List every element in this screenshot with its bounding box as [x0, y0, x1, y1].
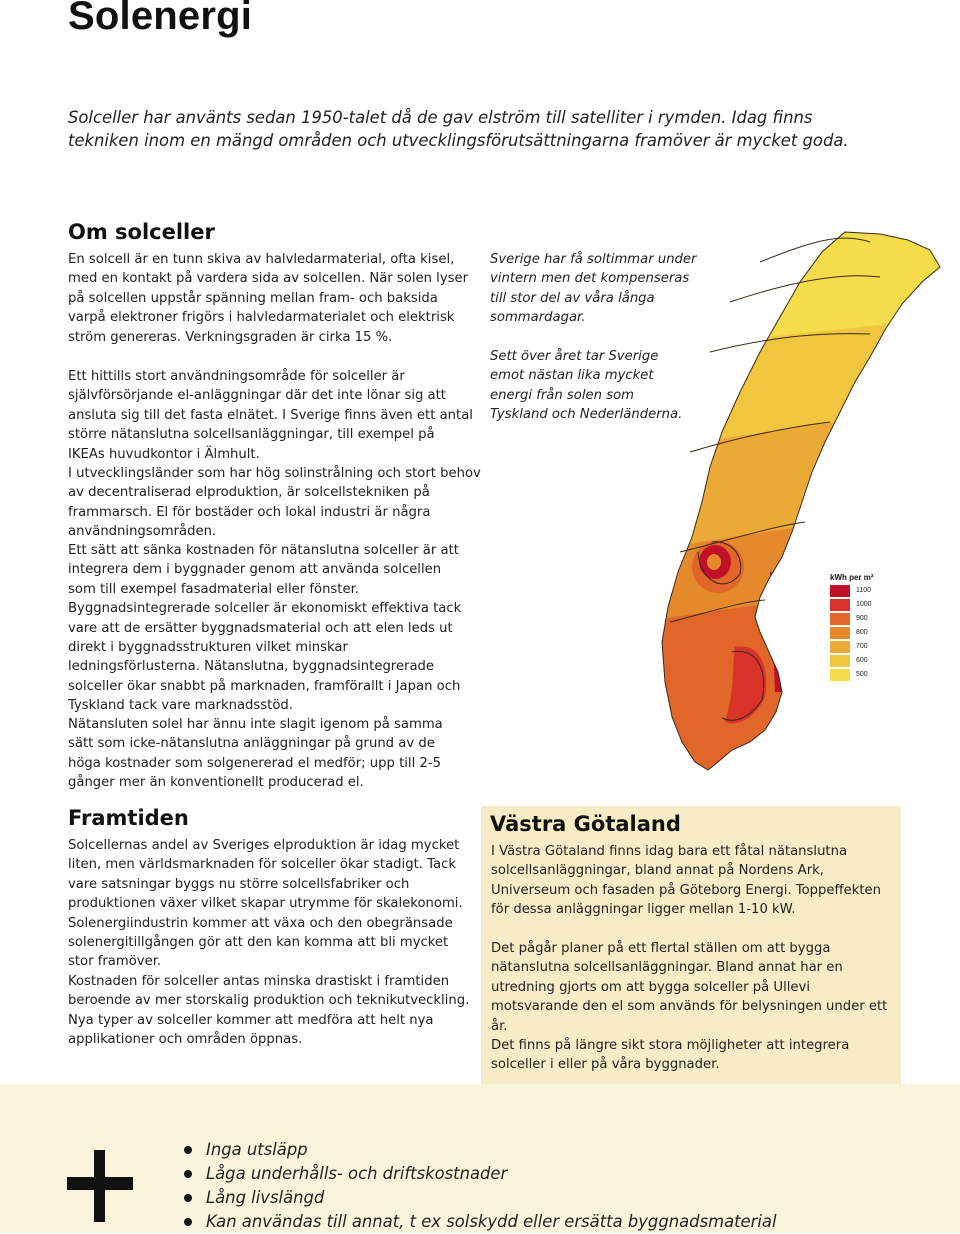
legend-label: 700	[856, 643, 868, 650]
om-paragraph-5: Nätansluten solel har ännu inte slagit igenom på samma sätt som icke-nätanslutna anläggningar på grund av de höga kostnader som solgenererad el medför; upp till 2-5 gånger mer än konventionellt producerad el.	[68, 717, 443, 791]
legend-swatch	[830, 641, 850, 653]
list-item: Lång livslängd	[184, 1186, 777, 1210]
om-solceller-heading: Om solceller	[68, 220, 215, 244]
legend-entry	[830, 599, 920, 611]
legend-entry	[830, 585, 920, 597]
vastra-paragraph-2: Det pågår planer på ett flertal ställen om att bygga nätanslutna solcellsanläggningar. Bland annat har en utredning gjorts om att bygga solceller på Ullevi motsvarande den el som används för belysningen under ett år.	[491, 941, 888, 1034]
map-caption-2: Sett över året tar Sverige emot nästan lika mycket energi från solen som Tyskland och Nederländerna.	[490, 349, 683, 423]
map-legend-title: kWh per m²	[830, 573, 874, 582]
legend-swatch	[830, 599, 850, 611]
legend-swatch	[830, 627, 850, 639]
legend-entry	[830, 669, 920, 681]
legend-label: 900	[856, 615, 868, 622]
list-item: Låga underhålls- och driftskostnader	[184, 1162, 777, 1186]
vastra-gotaland-heading: Västra Götaland	[490, 812, 681, 836]
om-paragraph-4: Ett sätt att sänka kostnaden för nätanslutna solceller är att integrera dem i byggnader genom att använda solcellen som till exempel fasadmaterial eller fönster. Byggnadsintegrerade solceller är ekonomiskt effektiva tack vare att de ersätter byggnadsmaterial och att elen leds ut direkt i byggnadsstrukturen vilket minskar ledningsförlusterna. Nätanslutna, byggnadsintegrerade solceller ökar snabbt på marknaden, framförallt i Japan och Tyskland tack vare marknadsstöd.	[68, 543, 462, 714]
legend-label: 1100	[856, 587, 872, 594]
bullet-icon	[184, 1170, 192, 1178]
legend-entry	[830, 655, 920, 667]
om-paragraph-1: En solcell är en tunn skiva av halvledarmaterial, ofta kisel, med en kontakt på vardera sida av solcellen. När solen lyser på solcellen uppstår spänning mellan fram- och baksida varpå elektroner frigörs i halvledarmaterialet och elektrisk ström genereras. Verkningsgraden är cirka 15 %.	[68, 252, 469, 345]
legend-entry	[830, 627, 920, 639]
om-paragraph-3: I utvecklingsländer som har hög solinstrålning och stort behov av decentraliserad elproduktion, är solcellstekniken på frammarsch. El för bostäder och lokal industri är några användningsområden.	[68, 466, 481, 540]
legend-entry	[830, 641, 920, 653]
legend-label: 800	[856, 629, 868, 636]
plus-icon-bar	[67, 1177, 133, 1190]
map-caption-1: Sverige har få soltimmar under vintern men det kompenseras till stor del av våra långa sommardagar.	[490, 252, 697, 326]
framtiden-heading: Framtiden	[68, 806, 189, 830]
legend-swatch	[830, 613, 850, 625]
advantages-list	[184, 1138, 777, 1234]
vastra-paragraph-3: Det finns på längre sikt stora möjligheter att integrera solceller i eller på våra byggnader.	[491, 1038, 850, 1073]
legend-label: 1000	[856, 601, 872, 608]
bullet-icon	[184, 1218, 192, 1226]
bullet-icon	[184, 1146, 192, 1154]
legend-entry	[830, 613, 920, 625]
vastra-paragraph-1: I Västra Götaland finns idag bara ett fåtal nätanslutna solcellsanläggningar, bland annat på Nordens Ark, Universeum och fasaden på Göteborg Energi. Toppeffekten för dessa anläggningar ligger mellan 1-10 kW.	[491, 844, 882, 918]
framtiden-paragraph-2: Kostnaden för solceller antas minska drastiskt i framtiden beroende av mer storskalig produktion och teknikutveckling. Nya typer av solceller kommer att medföra att helt nya applikationer och områden öppnas.	[68, 974, 470, 1048]
legend-label: 600	[856, 657, 868, 664]
legend-swatch	[830, 669, 850, 681]
bullet-icon	[184, 1194, 192, 1202]
intro-text: Solceller har använts sedan 1950-talet då de gav elström till satelliter i rymden. Idag finns tekniken inom en mängd områden och utvecklingsförutsättningarna framöver är mycket goda.	[68, 108, 849, 150]
framtiden-paragraph-1: Solcellernas andel av Sveriges elproduktion är idag mycket liten, men världsmarknaden för solceller ökar stadigt. Tack vare satsningar byggs nu större solcellsfabriker och produktionen växer vilket skapar utrymme för skalekonomi. Solenergiindustrin kommer att växa och den obegränsade solenergitillgången gör att den kan komma att bli mycket stor framöver.	[68, 838, 463, 970]
list-item: Kan användas till annat, t ex solskydd eller ersätta byggnadsmaterial	[184, 1210, 777, 1234]
om-paragraph-2: Ett hittills stort användningsområde för solceller är självförsörjande el-anläggningar där det inte lönar sig att ansluta sig till det fasta elnätet. I Sverige finns även ett antal större nätanslutna solcellsanläggningar, till exempel på IKEAs huvudkontor i Älmhult.	[68, 369, 473, 462]
list-item: Inga utsläpp	[184, 1138, 777, 1162]
page-title: Solenergi	[68, 0, 253, 38]
legend-label: 500	[856, 671, 868, 678]
legend-swatch	[830, 655, 850, 667]
legend-swatch	[830, 585, 850, 597]
